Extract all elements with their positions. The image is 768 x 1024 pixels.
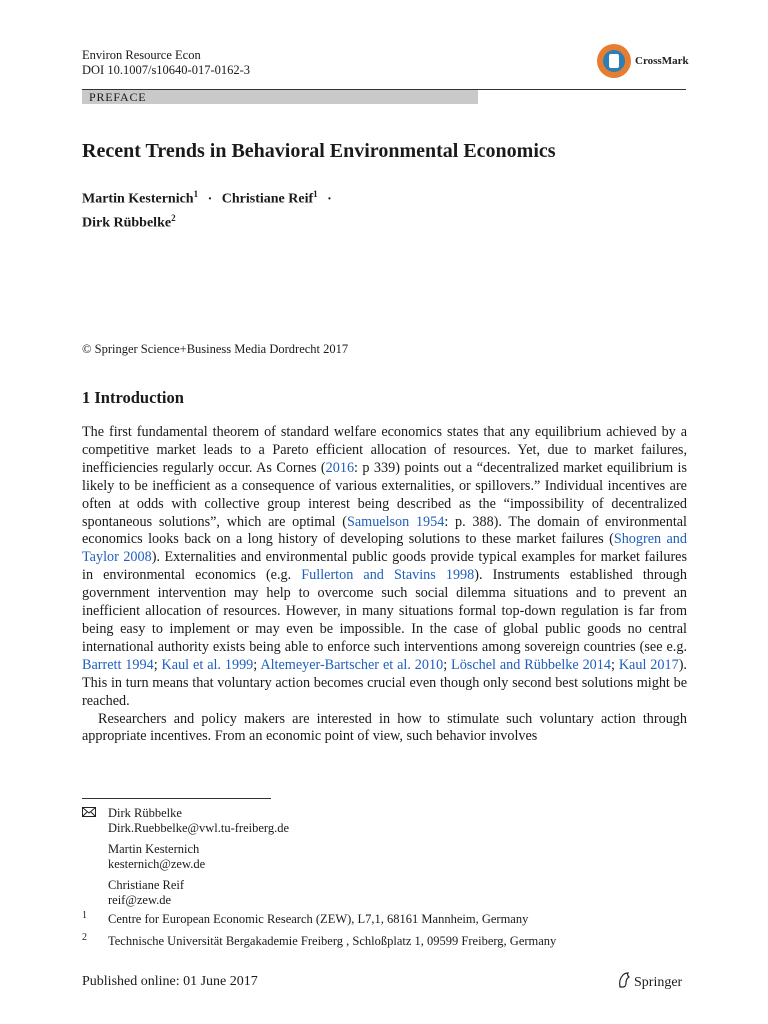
citation-link[interactable]: Shogren and Taylor 2008 <box>82 531 687 566</box>
citation-link[interactable]: Löschel and Rübbelke 2014 <box>451 656 611 673</box>
text-run: ; <box>610 656 619 673</box>
author-list <box>82 185 332 232</box>
citation-link[interactable]: Kaul et al. 1999 <box>161 656 254 673</box>
affiliation-number: 2 <box>82 932 87 943</box>
text-run: ). Instruments established through government intervention may help to overcome such social dilemma situations and to prevent an inefficient allocation of resources. However, in many situations formal top-down regulation is far from being easy to implement or may even be impossible. In the case of global public goods no central international authority exists being able to enforce such interventions among sovereign countries (see e.g. <box>82 567 687 655</box>
author-affiliation-mark: 1 <box>193 189 199 199</box>
contact-email[interactable]: kesternich@zew.de <box>108 856 206 871</box>
text-run: ). This in turn means that voluntary action becomes crucial even though only second best solutions might be reached. <box>82 656 687 709</box>
text-run: ; <box>253 656 261 673</box>
text-run: : p. 388). The domain of environmental economics looks back on a long history of developing solutions to these market failures ( <box>82 513 687 548</box>
doi[interactable]: DOI 10.1007/s10640-017-0162-3 <box>82 63 251 77</box>
citation-link[interactable]: Kaul 2017 <box>618 656 679 673</box>
text-run: : p 339) points out a “decentralized market equilibrium is likely to be inefficient as a consequence of various externalities, or spillovers.” Individual incentives are often at odds with collective group interest being described as the “impossibility of decentralized spontaneous solutions”, which are optimal ( <box>82 459 687 530</box>
author-affiliation-mark: 1 <box>313 189 318 199</box>
body-text <box>82 424 687 746</box>
journal-header <box>82 48 250 78</box>
publisher-logo <box>617 972 682 993</box>
citation-link[interactable]: Samuelson 1954 <box>346 513 445 530</box>
springer-horse-icon <box>617 972 631 993</box>
crossmark-label: CrossMark <box>635 55 689 67</box>
crossmark-badge[interactable] <box>597 44 689 78</box>
author-name: Dirk Rübbelke <box>82 215 172 231</box>
affiliation-text: Technische Universität Bergakademie Freiberg , Schloßplatz 1, 09599 Freiberg, Germany <box>108 934 557 948</box>
contact-name: Christiane Reif <box>108 878 185 892</box>
citation-link[interactable]: Barrett 1994 <box>82 656 154 673</box>
journal-name: Environ Resource Econ <box>82 48 201 62</box>
contact-name: Martin Kesternich <box>108 842 200 856</box>
text-run: ; <box>443 656 452 673</box>
author-separator: · <box>327 191 332 207</box>
text-run: The first fundamental theorem of standard welfare economics states that any equilibrium achieved by a competitive market leads to a Pareto efficient allocation of resources. Yet, due to market failures, inefficiencies regularly occur. As Cornes ( <box>82 424 687 476</box>
section-label: PREFACE <box>82 90 478 104</box>
section-heading: 1 Introduction <box>82 388 184 407</box>
article-title: Recent Trends in Behavioral Environmental Economics <box>82 140 556 162</box>
affiliation-number: 1 <box>82 910 87 921</box>
affiliation <box>82 912 528 927</box>
contact-name: Dirk Rübbelke <box>108 806 182 820</box>
author-separator: · <box>207 191 213 207</box>
publisher-name: Springer <box>634 974 683 990</box>
footnote-rule <box>82 798 271 799</box>
crossmark-icon <box>597 44 631 78</box>
affiliation <box>82 934 556 949</box>
author-name: Martin Kesternich <box>82 191 194 207</box>
contact-block <box>82 806 289 907</box>
citation-link[interactable]: Altemeyer-Bartscher et al. 2010 <box>260 656 444 673</box>
paragraph: Researchers and policy makers are interested in how to stimulate such voluntary action through appropriate incentives. From an economic point of view, such behavior involves <box>82 710 687 745</box>
contact-email[interactable]: reif@zew.de <box>108 892 172 907</box>
copyright-line: © Springer Science+Business Media Dordrecht 2017 <box>82 342 349 356</box>
affiliation-text: Centre for European Economic Research (ZEW), L7,1, 68161 Mannheim, Germany <box>108 912 529 926</box>
text-run: ; <box>153 656 162 673</box>
citation-link[interactable]: Fullerton and Stavins 1998 <box>301 567 475 584</box>
author-name: Christiane Reif <box>221 191 314 207</box>
contact-email[interactable]: Dirk.Ruebbelke@vwl.tu-freiberg.de <box>108 820 290 835</box>
author-affiliation-mark: 2 <box>171 212 176 223</box>
published-date: Published online: 01 June 2017 <box>82 974 258 989</box>
citation-link[interactable]: 2016 <box>325 459 355 476</box>
paragraph <box>82 424 687 711</box>
text-run: ). Externalities and environmental public goods provide typical examples for market failures in environmental economics (e.g. <box>82 549 688 584</box>
envelope-icon <box>82 806 108 835</box>
